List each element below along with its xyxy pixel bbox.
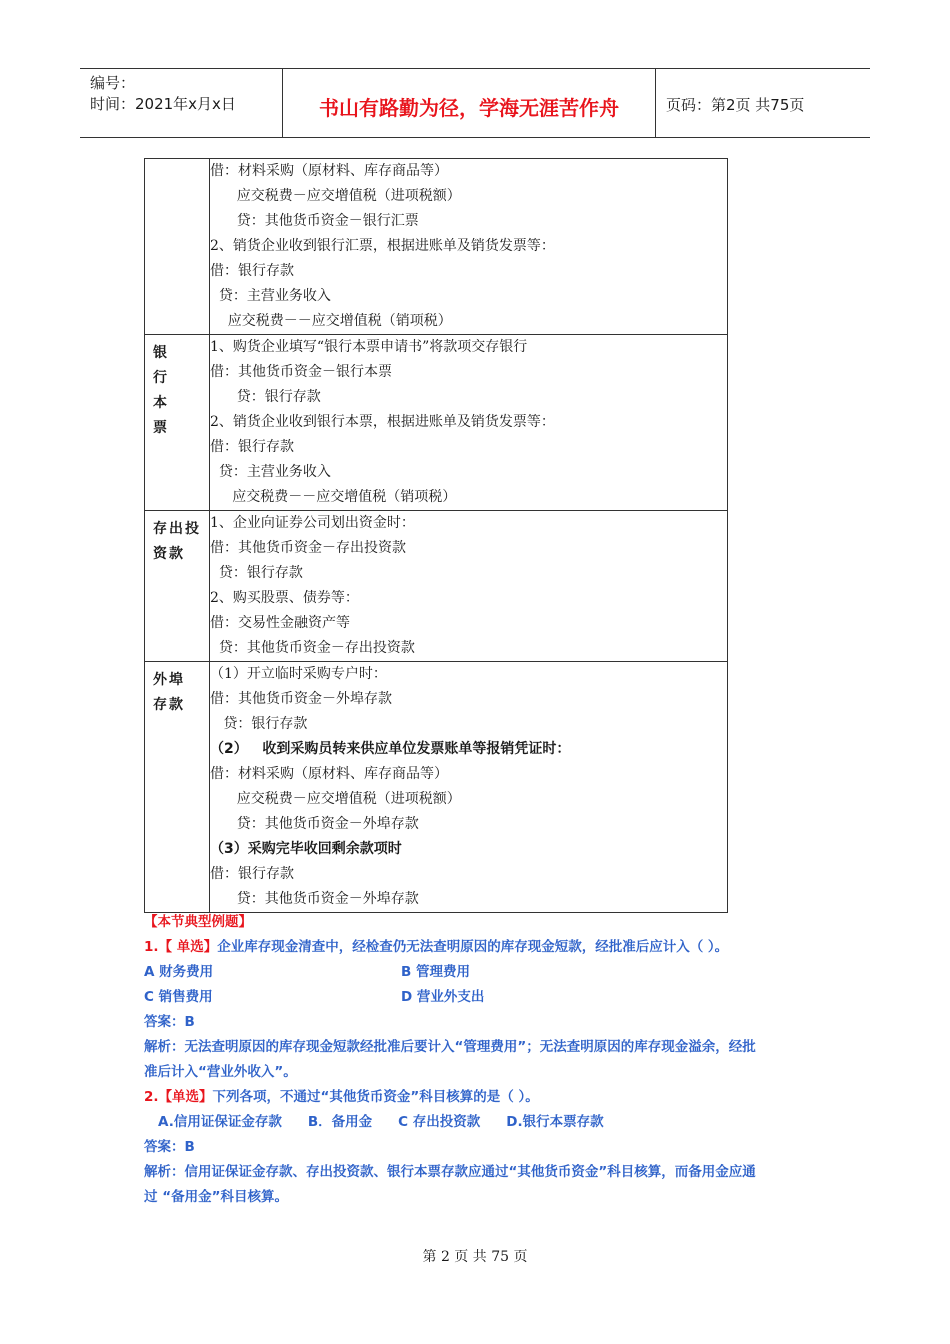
row-content-cell (210, 662, 728, 913)
entry-line: 应交税费－应交增值税（进项税额） (210, 188, 461, 204)
entry-line: 贷：主营业务收入 (210, 288, 331, 304)
q2-question (144, 1085, 824, 1110)
q2-option-b: B．备用金 (307, 1114, 373, 1130)
entry-line: 贷：其他货币资金－存出投资款 (210, 640, 415, 656)
entry-line: 贷：其他货币资金－外埠存款 (210, 816, 419, 832)
row-label (145, 159, 209, 165)
header-page-info: 页码：第2页 共75页 (666, 96, 805, 114)
entry-line: 1、企业向证券公司划出资金时： (210, 515, 415, 531)
entry-line: 贷：银行存款 (210, 565, 303, 581)
q1-option-a: A 财务费用 (144, 964, 214, 980)
row-label: 银 行 本 票 (153, 345, 169, 436)
entry-line: 借：其他货币资金－存出投资款 (210, 540, 406, 556)
entry-line: （1）开立临时采购专户时： (210, 666, 387, 682)
entry-line: 借：交易性金融资产等 (210, 615, 350, 631)
entry-line: 借：材料采购（原材料、库存商品等） (210, 766, 448, 782)
q2-option-a: A.信用证保证金存款 (158, 1114, 282, 1130)
table-row (145, 159, 728, 335)
q2-options (144, 1110, 824, 1135)
q2-option-d: D.银行本票存款 (506, 1114, 604, 1130)
page-footer: 第 2 页 共 75 页 (422, 1249, 528, 1265)
row-label: 存出投 资款 (153, 521, 201, 562)
q2-option-c: C 存出投资款 (398, 1114, 481, 1130)
table-row (145, 335, 728, 511)
table-row (145, 662, 728, 913)
q1-option-c: C 销售费用 (144, 989, 213, 1005)
entry-line: 贷：银行存款 (210, 389, 321, 405)
entry-line: （3）采购完毕收回剩余款项时 (210, 841, 402, 857)
table-row (145, 511, 728, 662)
entry-line: 贷：其他货币资金－外埠存款 (210, 891, 419, 907)
q2-text: 下列各项，不通过“其他货币资金”科目核算的是（ ）。 (212, 1089, 539, 1105)
row-label-cell (145, 335, 210, 511)
q2-number: 2.【单选】 (144, 1089, 213, 1105)
q1-number: 1.【 单选】 (144, 939, 218, 955)
entry-line: （2） 收到采购员转来供应单位发票账单等报销凭证时： (210, 741, 571, 757)
entry-line: 借：银行存款 (210, 263, 294, 279)
q2-analysis-line2: 过 “备用金”科目核算。 (144, 1189, 288, 1205)
q1-options-cd (144, 985, 824, 1010)
row-label-cell (145, 662, 210, 913)
entry-line: 应交税费－－应交增值税（销项税） (210, 313, 452, 329)
entry-line: 借：材料采购（原材料、库存商品等） (210, 163, 448, 179)
examples-title: 【本节典型例题】 (144, 914, 252, 930)
q1-answer: 答案：B (144, 1014, 195, 1030)
row-content-cell (210, 159, 728, 335)
entry-line: 借：其他货币资金－银行本票 (210, 364, 392, 380)
row-label-cell (145, 511, 210, 662)
q2-answer: 答案：B (144, 1139, 195, 1155)
examples-section (144, 910, 824, 1210)
row-label: 外埠 存款 (153, 672, 185, 713)
header-meta (80, 69, 283, 137)
header-number-label: 编号： (90, 74, 136, 92)
q1-question (144, 935, 824, 960)
entry-line: 2、销货企业收到银行汇票，根据进账单及销货发票等： (210, 238, 555, 254)
q1-option-d: D 营业外支出 (401, 989, 485, 1005)
q1-analysis-line1: 解析：无法查明原因的库存现金短款经批准后要计入“管理费用”；无法查明原因的库存现金溢余，经批 (144, 1039, 756, 1055)
entry-line: 借：银行存款 (210, 439, 294, 455)
q1-text: 企业库存现金清查中，经检查仍无法查明原因的库存现金短款，经批准后应计入（ ）。 (217, 939, 729, 955)
accounting-table (144, 158, 728, 913)
header-motto: 书山有路勤为径，学海无涯苦作舟 (283, 69, 656, 137)
q1-analysis-line2: 准后计入“营业外收入”。 (144, 1064, 297, 1080)
entry-line: 借：其他货币资金－外埠存款 (210, 691, 392, 707)
header-time-label: 时间：2021年x月x日 (90, 95, 236, 113)
entry-line: 贷：其他货币资金－银行汇票 (210, 213, 419, 229)
row-content-cell (210, 335, 728, 511)
entry-line: 贷：主营业务收入 (210, 464, 331, 480)
q1-option-b: B 管理费用 (401, 964, 470, 980)
entry-line: 应交税费－－应交增值税（销项税） (210, 489, 457, 505)
entry-line: 2、购买股票、债券等： (210, 590, 359, 606)
entry-line: 贷：银行存款 (210, 716, 308, 732)
entry-line: 2、销货企业收到银行本票，根据进账单及销货发票等： (210, 414, 555, 430)
page-header (80, 68, 870, 138)
entry-line: 1、购货企业填写“银行本票申请书”将款项交存银行 (210, 339, 528, 355)
entry-line: 借：银行存款 (210, 866, 294, 882)
q2-analysis-line1: 解析：信用证保证金存款、存出投资款、银行本票存款应通过“其他货币资金”科目核算，而备用金应通 (144, 1164, 756, 1180)
row-label-cell (145, 159, 210, 335)
q1-options-ab (144, 960, 824, 985)
entry-line: 应交税费－应交增值税（进项税额） (210, 791, 461, 807)
row-content-cell (210, 511, 728, 662)
